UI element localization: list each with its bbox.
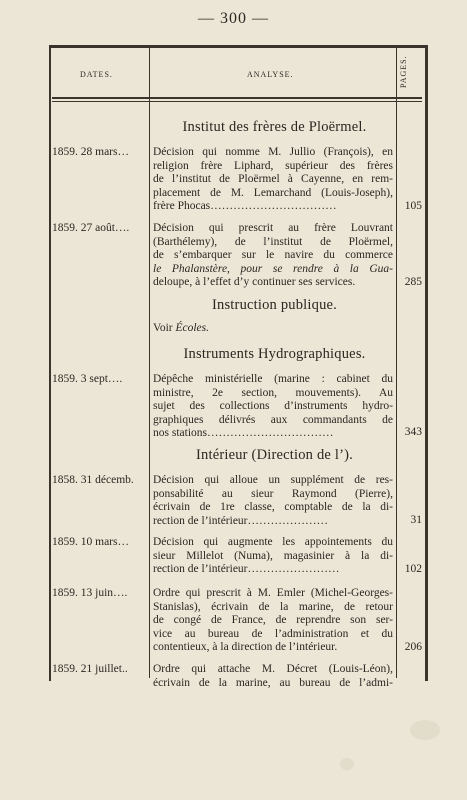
section-heading: Institut des frères de Ploërmel. [182, 119, 367, 135]
paper-stain [340, 758, 354, 770]
entry-date: 1859. 21 juillet.. [52, 663, 128, 675]
entry-text [153, 146, 393, 214]
entry-line: Décision qui augmente les appointements du [153, 536, 393, 548]
entry-text [153, 474, 393, 528]
entry-page: 102 [404, 563, 422, 575]
entry-line: écrivain de la marine, au bureau de l’admi- [153, 676, 393, 689]
entry-line: placement de M. Lemarchand (Louis-Joseph), [153, 186, 393, 199]
section-heading: Instruments Hydrographiques. [183, 346, 366, 362]
column-divider-dates [149, 45, 150, 678]
entry-date: 1859. 3 sept…. [52, 373, 123, 385]
entry-line: Stanislas), écrivain de la marine, de retour [153, 600, 393, 613]
entry-line: (Barthélemy), de l’institut de Ploërmel, [153, 235, 393, 248]
entry-page: 206 [404, 641, 422, 653]
entry-line: graphiques délivrés aux commandants de [153, 413, 393, 426]
entry-page: 105 [404, 200, 422, 212]
entry-date: 1859. 10 mars… [52, 536, 129, 548]
entry-date: 1859. 27 août…. [52, 222, 130, 234]
entry-line: frère Phocas…………………………… [153, 200, 337, 212]
entry-date: 1859. 13 juin…. [52, 587, 128, 599]
entry-line: rection de l’intérieur………………… [153, 514, 329, 527]
entry-line: de l’institut de Ploërmel à Cayenne, en rem- [153, 173, 393, 185]
entry-line: Dépêche ministérielle (marine : cabinet du [153, 373, 393, 385]
entry-line: de congé de France, de reprendre son ser- [153, 614, 393, 626]
entry-line: de s’embarquer sur le navire du commerce [153, 249, 393, 261]
entry-line: Décision qui nomme M. Jullio (François), en [153, 146, 393, 158]
entry-line: deloupe, à l’effet d’y continuer ses services. [153, 276, 356, 288]
entry-page: 31 [410, 514, 422, 526]
page-number: — 300 — [198, 10, 269, 27]
entry-line: Décision qui alloue un supplément de res- [153, 474, 393, 486]
entry-line: vice au bureau de l’administration et du [153, 627, 393, 640]
paper-stain [410, 720, 440, 740]
entry-date: 1858. 31 décemb. [52, 474, 134, 486]
header-analyse: ANALYSE. [247, 70, 294, 79]
entry-line: ministre, 2e section, mouvements). Au [153, 386, 393, 399]
see-label: Voir [153, 322, 173, 334]
header-pages: PAGES. [399, 55, 408, 89]
entry-text [153, 587, 393, 655]
entry-text [153, 536, 393, 577]
entry-date: 1859. 28 mars… [52, 146, 129, 158]
entry-line: nos stations…………………………… [153, 427, 334, 439]
entry-line: contentieux, à la direction de l’intérieur. [153, 641, 338, 653]
header-rule-thin [52, 101, 422, 102]
entry-page: 285 [404, 276, 422, 288]
entry-line: sieur Millelot (Numa), magasinier à la di- [153, 549, 393, 562]
entry-line: Décision qui prescrit au frère Louvrant [153, 222, 393, 234]
entry-line: sujet des collections d’instruments hydro- [153, 400, 393, 412]
see-target: Écoles. [175, 322, 210, 334]
entry-line: Ordre qui prescrit à M. Emler (Michel-Georges- [153, 587, 393, 599]
entry-text [153, 373, 393, 441]
see-reference [153, 322, 209, 334]
section-heading: Instruction publique. [211, 297, 337, 313]
entry-line: ponsabilité au sieur Raymond (Pierre), [153, 487, 393, 500]
table-frame [49, 45, 428, 681]
entry-line: Ordre qui attache M. Décret (Louis-Léon), [153, 663, 393, 675]
entry-line: rection de l’intérieur…………………… [153, 563, 340, 575]
entry-text [153, 222, 393, 290]
header-rule [52, 97, 422, 99]
entry-page: 343 [404, 426, 422, 438]
entry-line: le Phalanstère, pour se rendre à la Gua- [153, 262, 393, 275]
header-dates: DATES. [80, 70, 113, 79]
entry-text [153, 663, 393, 690]
section-heading: Intérieur (Direction de l’). [196, 447, 353, 463]
entry-line: écrivain de 1re classe, comptable de la di- [153, 501, 393, 513]
entry-line: religion frère Liphard, supérieur des frères [153, 159, 393, 172]
